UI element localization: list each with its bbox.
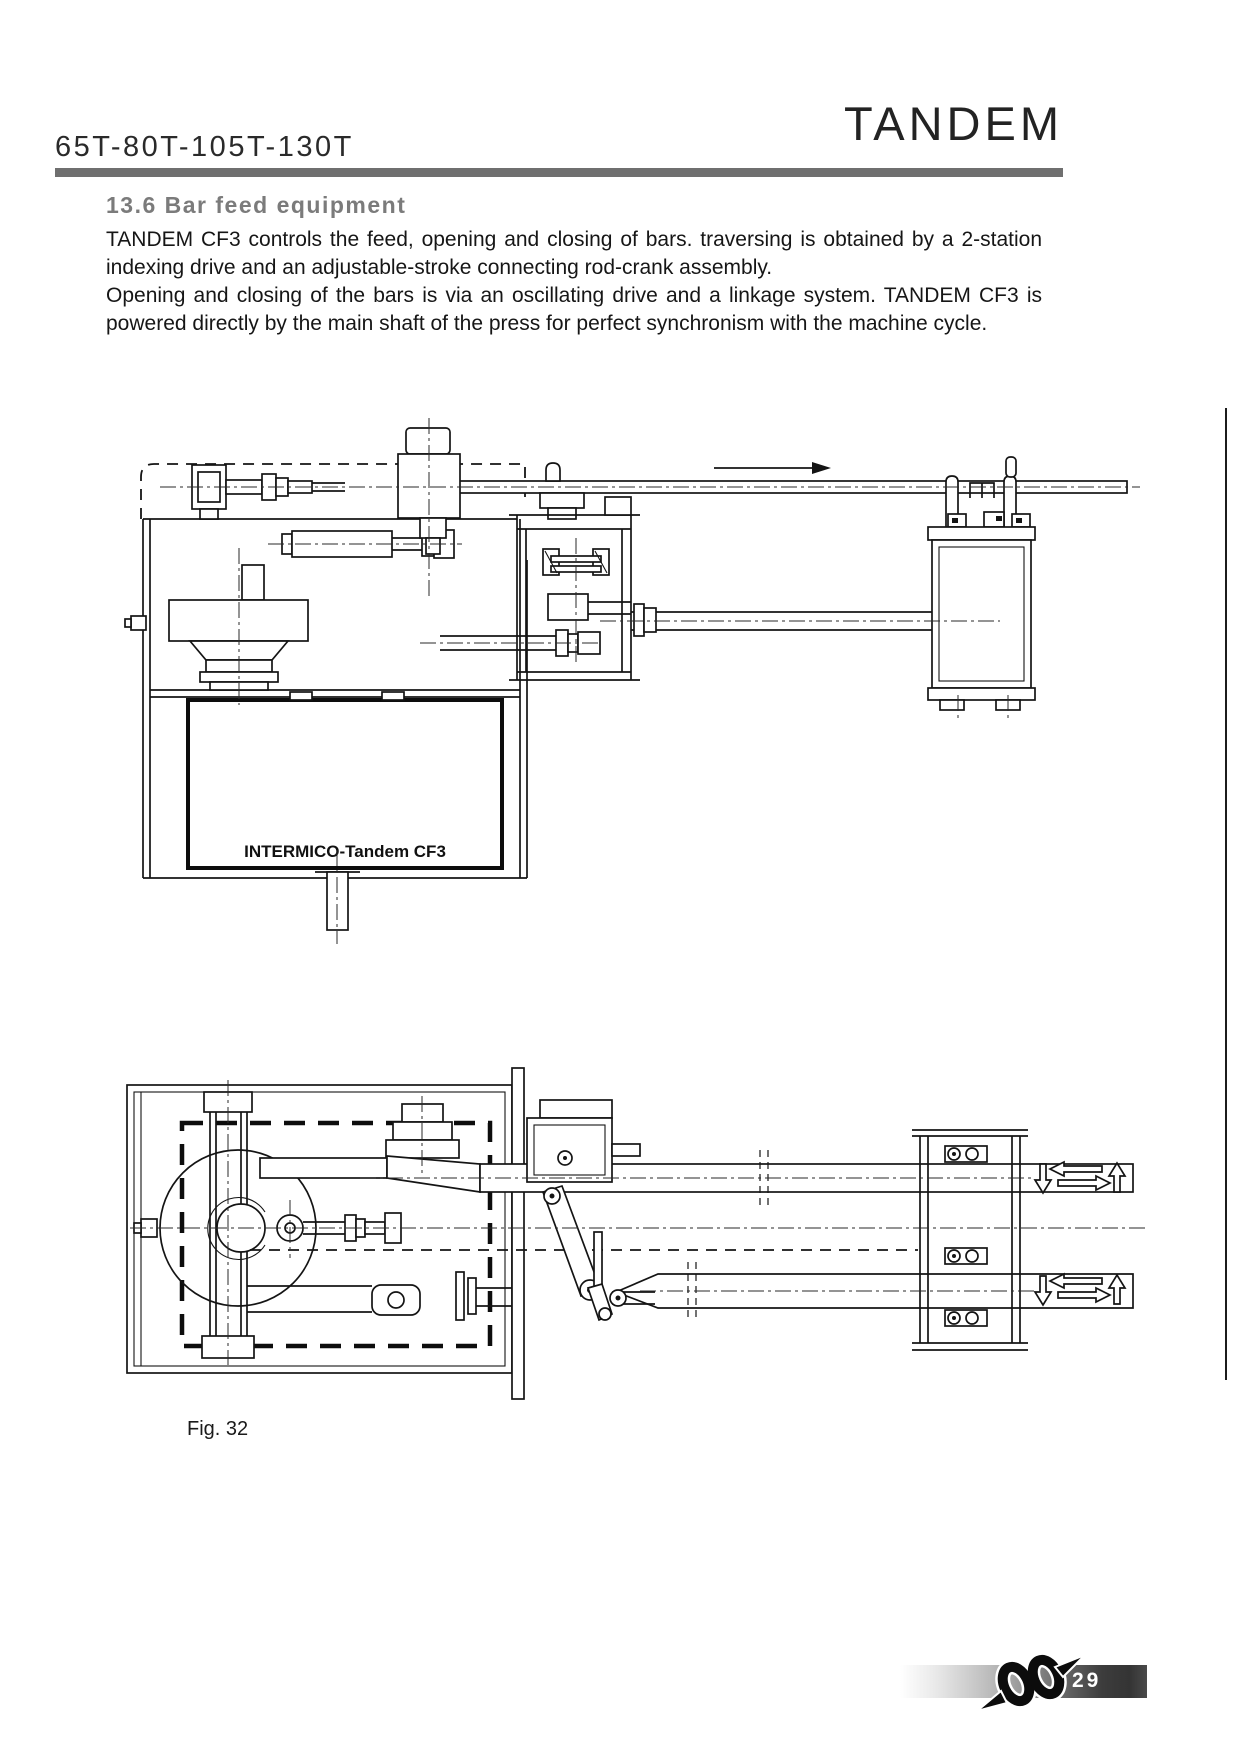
figure-caption: Fig. 32 <box>187 1418 249 1440</box>
bar-feed-side-view-drawing <box>100 400 1240 950</box>
brand-wordmark: TANDEM <box>844 97 1063 150</box>
bar-feed-plan-view-drawing <box>100 1060 1240 1405</box>
body-text <box>106 226 1042 338</box>
model-range-title: 65T-80T-105T-130T <box>55 131 354 163</box>
section-heading: 13.6 Bar feed equipment <box>106 192 407 218</box>
machine-label: INTERMICO-Tandem CF3 <box>244 842 446 861</box>
intermico-knot-logo-icon <box>975 1645 1090 1715</box>
page-number: 29 <box>1072 1669 1102 1692</box>
header-rule <box>55 168 1063 177</box>
paragraph-1: TANDEM CF3 controls the feed, opening and closing of bars. traversing is obtained by a 2-station indexing drive and an adjustable-stroke connecting rod-crank assembly. <box>106 228 1042 279</box>
paragraph-2: Opening and closing of the bars is via an oscillating drive and a linkage system. TANDEM CF3 is powered directly by the main shaft of the press for perfect synchronism with the machine cycle. <box>106 284 1042 335</box>
